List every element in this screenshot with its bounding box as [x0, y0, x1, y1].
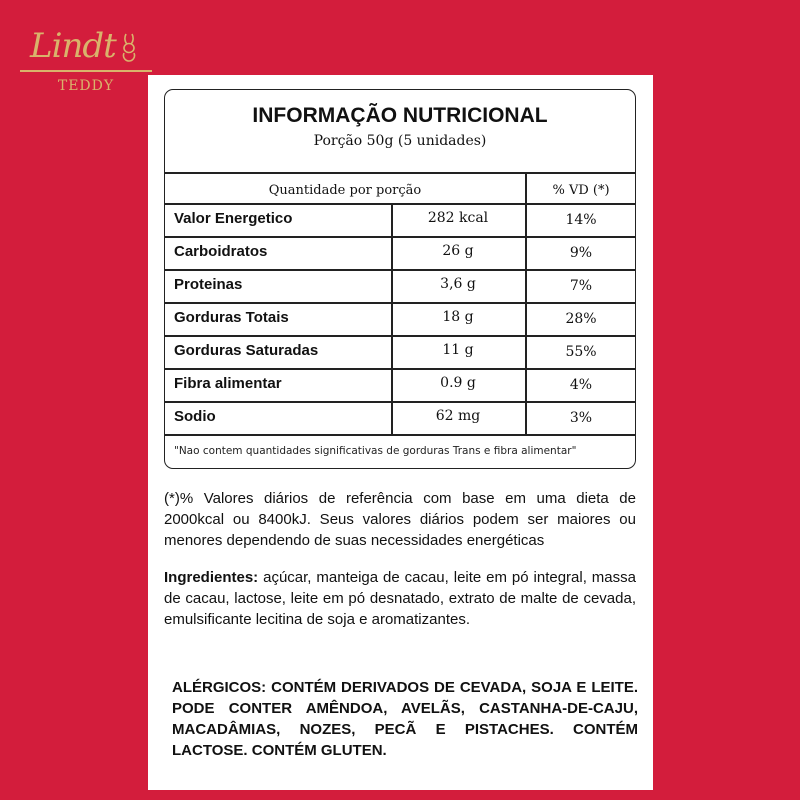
nutrient-name: Proteinas: [174, 276, 243, 293]
nutrient-amount: 11 g: [442, 342, 474, 358]
allergens-text: ALÉRGICOS: CONTÉM DERIVADOS DE CEVADA, SOJA E LEITE. PODE CONTER AMÊNDOA, AVELÃS, CASTANHA-DE-CAJU, MACADÂMIAS, NOZES, PECÃ E PISTACHES. CONTÉM LACTOSE. CONTÉM GLUTEN.: [172, 679, 638, 759]
nutrient-daily-value: 4%: [569, 377, 593, 393]
nutrient-amount: 0.9 g: [440, 375, 476, 391]
nutrition-title: INFORMAÇÃO NUTRICIONAL: [252, 104, 548, 127]
nutrient-name: Fibra alimentar: [174, 375, 282, 392]
nutrient-row: [165, 335, 636, 368]
portion-size: Porção 50g (5 unidades): [313, 133, 487, 149]
nutrient-daily-value: 7%: [569, 278, 593, 294]
brand-logo: [20, 18, 152, 98]
nutrient-name: Gorduras Totais: [174, 309, 289, 326]
ingredients-label: Ingredientes:: [164, 569, 259, 586]
nutrient-amount: 282 kcal: [427, 210, 489, 226]
nutrition-table: [164, 89, 636, 469]
daily-value-note: (*)% Valores diários de referência com base em uma dieta de 2000kcal ou 8400kJ. Seus valores diários podem ser maiores ou menores dependendo de suas necessidades energéticas: [164, 490, 636, 549]
nutrient-row: [165, 236, 636, 269]
nutrient-name: Valor Energetico: [174, 210, 293, 227]
nutrient-amount: 3,6 g: [440, 276, 476, 292]
nutrient-amount: 62 mg: [435, 408, 481, 424]
nutrient-row: [165, 401, 636, 434]
nutrition-footnote: "Nao contem quantidades significativas de gorduras Trans e fibra alimentar": [174, 445, 577, 457]
divider: [165, 434, 635, 436]
nutrient-row: [165, 203, 636, 236]
nutrient-daily-value: 3%: [569, 410, 593, 426]
ingredients-text: [164, 567, 636, 630]
product-name: TEDDY: [57, 78, 115, 94]
ingredients-list: açúcar, manteiga de cacau, leite em pó integral, massa de cacau, lactose, leite em pó desnatado, extrato de malte de cevada, emulsificante lecitina de soja e aromatizantes.: [164, 569, 636, 628]
bunny-icon: [118, 32, 140, 62]
label-panel: [148, 75, 653, 790]
divider: [165, 172, 635, 174]
nutrient-row: [165, 368, 636, 401]
nutrient-daily-value: 28%: [565, 311, 597, 327]
nutrient-name: Gorduras Saturadas: [174, 342, 319, 359]
nutrient-daily-value: 14%: [565, 212, 597, 228]
brand-divider: [20, 70, 152, 72]
header-daily-value: % VD (*): [552, 183, 610, 198]
brand-name: Lindt: [30, 26, 116, 66]
nutrient-daily-value: 55%: [565, 344, 597, 360]
nutrient-name: Carboidratos: [174, 243, 268, 260]
nutrient-name: Sodio: [174, 408, 216, 425]
nutrient-row: [165, 302, 636, 335]
nutrient-amount: 18 g: [442, 309, 474, 325]
nutrient-daily-value: 9%: [569, 245, 593, 261]
header-quantity: Quantidade por porção: [268, 183, 422, 198]
nutrient-amount: 26 g: [442, 243, 474, 259]
nutrient-row: [165, 269, 636, 302]
